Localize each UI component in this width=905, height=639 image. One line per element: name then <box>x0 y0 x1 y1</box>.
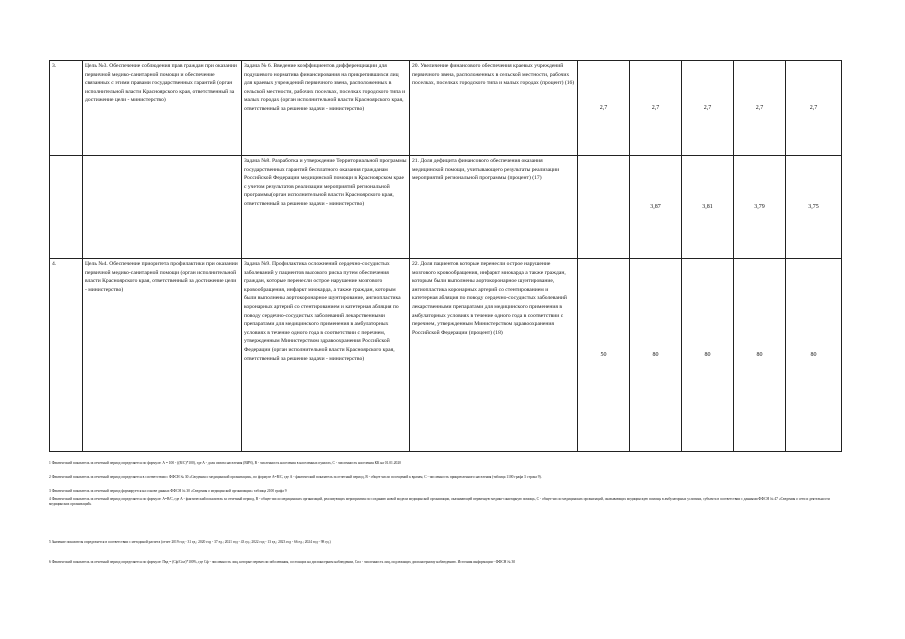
value-cell: 3,87 <box>630 156 682 259</box>
value-cell: 2,7 <box>734 61 786 156</box>
row-number <box>50 156 83 259</box>
table-row <box>50 61 842 156</box>
indicator-cell: 20. Увеличение финансового обеспечения краевых учреждений первичного звена, расположенных в сельской местности, рабочих поселках, поселках городского типа и малых городах (процент) (16) <box>410 61 578 156</box>
task-cell: Задача № 6. Введение коэффициентов дифференциации для подушевого норматива финансирования на прикрепившихся лиц для краевых учреждений первичного звена, расположенных в сельской местности, рабочих поселках, поселках городского типа и малых городах (орган исполнительной власти Красноярского края, ответственный за решение задачи - министерство) <box>242 61 410 156</box>
value-cell: 50 <box>578 259 630 452</box>
task-cell: Задача №9. Профилактика осложнений сердечно-сосудистых заболеваний у пациентов высокого риска путем обеспечения граждан, которые перенесли острое нарушение мозгового кровообращения, инфаркт миокарда, а также граждан, которым были выполнены аортокоронарное шунтирование, ангиопластика коронарных артерий со стентированием и катетерная абляция по поводу сердечно-сосудистых заболеваний лекарственными препаратами для медицинского применения в амбулаторных условиях в течение одного года в соответствии с перечнем, утвержденным Министерством здравоохранения Российской Федерации (орган исполнительной власти Красноярского края, ответственный за решение задачи - министерство) <box>242 259 410 452</box>
value-cell: 80 <box>630 259 682 452</box>
value-cell: 2,7 <box>682 61 734 156</box>
footnote: 2 Фактический показатель за отчетный период определяется в соответствии с ФФСН № 30 «Сведения о медицинской организации», по формуле А=В/С, где А - фактический показатель за отчетный период, В - общее число посещений к врачам, С - численность прикрепленного населения (таблица 1100 графа 3 строка 9). <box>49 475 542 479</box>
value-cell: 2,7 <box>578 61 630 156</box>
indicator-cell: 22. Доля пациентов которые перенесли острое нарушение мозгового кровообращения, инфаркт миокарда а также граждан, которым были выполнены аортокоронарное шунтирование, ангиопластика коронарных артерий со стентированием и катетерная абляция по поводу сердечно-сосудистых заболеваний лекарственными препаратами для медицинского применения в амбулаторных условиях в течение одного года в соответствии с перечнем, утвержденным Министерством здравоохранения Российской Федерации (процент) (18) <box>410 259 578 452</box>
footnote: 6 Фактический показатель за отчетный период определяется по формуле: Пвд = (Сф/Спл)*100%, где Сф - численность лиц, которые перенесли заболевания, состоящих на диспансерном наблюдении, Спл - численность лиц, подлежащих диспансерному наблюдению. Источник информации - ФФСН № 30 <box>49 560 516 564</box>
task-cell: Задача №8. Разработка и утверждение Территориальной программы государственных гарантий бесплатного оказания гражданам Российской Федерации медицинской помощи в Красноярском крае с учетом результатов реализации мероприятий региональной программы(орган исполнительной власти Красноярского края, ответственный за решение задачи - министерство) <box>242 156 410 259</box>
row-number: 3. <box>50 61 83 156</box>
value-cell: 2,7 <box>630 61 682 156</box>
footnote: 1 Фактический показатель за отчетный период определяется по формуле: А = 100 - ((В/С)*100), где А - доля охвата населения (ВИЧ), В - численность населения в населенных пунктах, С - численность населения КК на 01.01.2020 <box>49 461 401 465</box>
table-row <box>50 259 842 452</box>
goal-cell: Цель №3. Обеспечение соблюдения прав граждан при оказании первичной медико-санитарной помощи и обеспечение связанных с этими правами государственных гарантий (орган исполнительной власти Красноярского края, ответственный за достижение цели - министерство) <box>83 61 242 156</box>
value-cell: 3,79 <box>734 156 786 259</box>
value-cell <box>578 156 630 259</box>
indicator-cell: 21. Доля дефицита финансового обеспечения оказания медицинской помощи, учитывающего результаты реализации мероприятий региональной программы (процент) (17) <box>410 156 578 259</box>
footnote: 4 Фактический показатель за отчетный период определяется по формуле: А=В/С, где А - фактический показатель за отчетный период, В - общее число медицинских организаций, реализующих мероприятия по созданию новой модели медицинской организации, оказывающей первичную медико-санитарную помощь, С - общее число медицинских организаций, оказывающих медицинскую помощь в амбулаторных условиях, субъекта в соответствии с данными ФФСН № 47 «Сведения о сети и деятельности медицинских организаций» <box>49 497 830 507</box>
value-cell: 80 <box>786 259 842 452</box>
value-cell: 80 <box>734 259 786 452</box>
value-cell: 3,75 <box>786 156 842 259</box>
goal-cell: Цель №4. Обеспечение приоритета профилактики при оказании первичной медико-санитарной помощи (орган исполнительной власти Красноярского края, ответственный за достижение цели - министерство) <box>83 259 242 452</box>
goal-cell <box>83 156 242 259</box>
table-row <box>50 156 842 259</box>
row-number: 4. <box>50 259 83 452</box>
indicators-table <box>49 60 842 452</box>
value-cell: 80 <box>682 259 734 452</box>
value-cell: 2,7 <box>786 61 842 156</box>
footnote: 3 Фактический показатель за отчетный период формируется на основе данных ФФСН № 30 «Сведения о медицинской организации» таблица 2100 графа 9 <box>49 489 287 493</box>
value-cell: 3,81 <box>682 156 734 259</box>
footnote: 5 Значение показателя определяется в соответствии с методикой расчета (отчет 2019 год - 31 ед.; 2020 год - 37 ед.; 2021 год - 43 ед.; 2022 год - 13 ед.; 2023 год - 66 ед.; 2024 год - 98 ед.) <box>49 540 331 544</box>
